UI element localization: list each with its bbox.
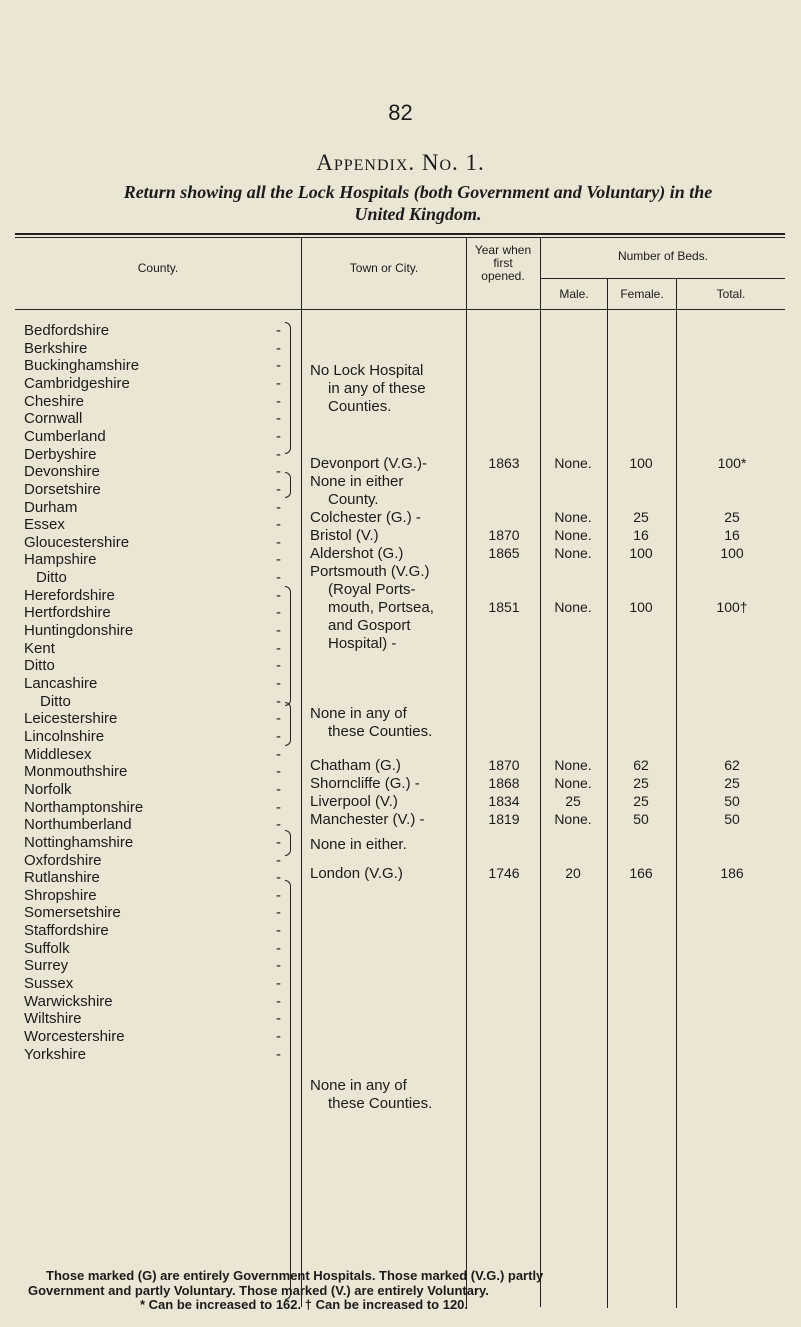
county-name: Huntingdonshire	[24, 622, 134, 640]
brace-hereford	[285, 702, 291, 746]
town-liverpool: Liverpool (V.)	[310, 793, 398, 810]
female-cell: 25	[633, 509, 649, 525]
town-none-group1-line2: in any of these	[328, 380, 426, 397]
table-title: Return showing all the Lock Hospitals (both Government and Voluntary) in the United Kingdom.	[123, 182, 713, 224]
county-name: Herefordshire	[24, 586, 115, 604]
county-name: Sussex	[24, 975, 74, 993]
brace-hampshire-ditto	[285, 586, 291, 706]
leader-dash: -	[276, 657, 281, 675]
leader-dash: -	[276, 922, 281, 940]
leader-dash: -	[276, 992, 281, 1010]
brace-leicester	[285, 830, 291, 856]
male-cell: 25	[565, 793, 581, 809]
leader-dash: -	[276, 886, 281, 904]
county-name: Oxfordshire	[24, 851, 102, 869]
county-name: Hertfordshire	[24, 604, 111, 622]
town-none-group2-line1: None in any of	[310, 705, 407, 722]
town-county-word: County.	[328, 491, 379, 508]
header-female: Female.	[620, 287, 664, 301]
year-cell: 1865	[488, 545, 520, 561]
footnote-3: * Can be increased to 162. † Can be increased to 120.	[140, 1297, 469, 1312]
leader-dash: -	[276, 322, 281, 339]
county-name: Northumberland	[24, 816, 132, 834]
leader-dash: -	[276, 692, 281, 710]
town-devonport: Devonport (V.G.)-	[310, 455, 427, 472]
county-name: Lincolnshire	[24, 727, 105, 745]
town-none-group2-line2: these Counties.	[328, 723, 433, 740]
county-name: Wiltshire	[24, 1010, 82, 1028]
leader-dash: -	[276, 622, 281, 640]
town-colchester: Colchester (G.) -	[310, 509, 421, 526]
header-total: Total.	[716, 287, 746, 301]
brace-group3	[285, 880, 291, 1300]
female-cell: 166	[629, 865, 653, 881]
male-cell: None.	[554, 545, 592, 561]
brace-group1	[285, 322, 291, 454]
county-name: Cambridgeshire	[24, 374, 130, 392]
leader-dash: -	[276, 445, 281, 463]
leader-dash: -	[276, 480, 281, 498]
total-cell: 25	[724, 509, 740, 525]
county-name: Devonshire	[24, 463, 100, 481]
year-cell: 1834	[488, 793, 520, 809]
county-name: Warwickshire	[24, 992, 113, 1010]
year-cell: 1868	[488, 775, 520, 791]
col-line-2	[466, 237, 467, 1307]
top-rule	[15, 233, 785, 235]
town-shorncliffe: Shorncliffe (G.) -	[310, 775, 420, 792]
top-rule-2	[15, 237, 785, 238]
male-cell: None.	[554, 509, 592, 525]
county-name: Cornwall	[24, 410, 83, 428]
leader-dash: -	[276, 639, 281, 657]
leader-dash: -	[276, 516, 281, 534]
male-cell: 20	[565, 865, 581, 881]
col-line-3	[540, 237, 541, 1307]
leader-dash: -	[276, 957, 281, 975]
header-beds: Number of Beds.	[617, 249, 709, 263]
town-aldershot: Aldershot (G.)	[310, 545, 404, 562]
leader-dash: -	[276, 816, 281, 834]
leader-dash: -	[276, 780, 281, 798]
col-line-1	[301, 237, 302, 1307]
leader-dash: -	[276, 357, 281, 375]
header-town: Town or City.	[349, 261, 419, 275]
town-london: London (V.G.)	[310, 865, 403, 882]
town-portsmouth-1: Portsmouth (V.G.)	[310, 563, 430, 580]
leader-dash: -	[276, 1010, 281, 1028]
leader-dash: -	[276, 551, 281, 569]
total-cell: 100	[720, 545, 744, 561]
leader-dash: -	[276, 975, 281, 993]
header-rule	[15, 309, 785, 310]
leader-dash: -	[276, 392, 281, 410]
leader-dash: -	[276, 763, 281, 781]
town-none-either-1: None in either	[310, 473, 404, 490]
county-name: Surrey	[24, 957, 69, 975]
leader-dash: -	[276, 710, 281, 728]
col-line-4	[607, 278, 608, 1308]
county-name: Durham	[24, 498, 78, 516]
beds-subrule	[540, 278, 785, 279]
county-name: Derbyshire	[24, 445, 97, 463]
county-name: Buckinghamshire	[24, 357, 140, 375]
leader-dash: -	[276, 904, 281, 922]
total-cell: 50	[724, 811, 740, 827]
male-cell: None.	[554, 455, 592, 471]
county-name: Northamptonshire	[24, 798, 144, 816]
header-year: Year when first opened.	[474, 243, 532, 283]
county-name: Norfolk	[24, 780, 72, 798]
leader-dash: -	[276, 339, 281, 357]
total-cell: 50	[724, 793, 740, 809]
leader-dash: -	[276, 586, 281, 604]
leader-dash: -	[276, 374, 281, 392]
male-cell: None.	[554, 811, 592, 827]
leader-dash: -	[276, 463, 281, 481]
appendix-heading: Appendix. No. 1.	[316, 150, 485, 175]
county-name: Staffordshire	[24, 922, 109, 940]
total-cell: 25	[724, 775, 740, 791]
header-male: Male.	[559, 287, 589, 301]
town-chatham: Chatham (G.)	[310, 757, 401, 774]
county-name: Rutlanshire	[24, 869, 100, 887]
footnote-1: Those marked (G) are entirely Government Hospitals. Those marked (V.G.) partly	[46, 1268, 544, 1283]
leader-dash: -	[276, 851, 281, 869]
county-name: Shropshire	[24, 886, 97, 904]
town-portsmouth-5: Hospital) -	[328, 635, 397, 652]
col-line-5	[676, 278, 677, 1308]
leader-dash: -	[276, 1028, 281, 1045]
county-name: Leicestershire	[24, 710, 118, 728]
male-cell: None.	[554, 775, 592, 791]
county-name: Dorsetshire	[24, 480, 101, 498]
female-cell: 25	[633, 775, 649, 791]
year-cell: 1746	[488, 865, 520, 881]
male-cell: None.	[554, 527, 592, 543]
town-none-either-2: None in either.	[310, 836, 407, 853]
female-cell: 100	[629, 455, 653, 471]
year-cell: 1851	[488, 599, 520, 615]
county-name: Bedfordshire	[24, 322, 110, 339]
total-cell: 100*	[717, 455, 747, 471]
footnote-2: Government and partly Voluntary. Those marked (V.) are entirely Voluntary.	[28, 1283, 489, 1298]
town-none-group3-line1: None in any of	[310, 1077, 407, 1094]
county-name: Yorkshire	[24, 1045, 86, 1063]
leader-dash: -	[276, 798, 281, 816]
header-county: County.	[137, 261, 179, 275]
total-cell: 100†	[716, 599, 748, 615]
year-cell: 1870	[488, 527, 520, 543]
female-cell: 100	[629, 545, 653, 561]
leader-dash: -	[276, 410, 281, 428]
county-name: Ditto	[40, 692, 71, 710]
town-none-group1-line1: No Lock Hospital	[310, 362, 424, 379]
year-cell: 1819	[488, 811, 520, 827]
male-cell: None.	[554, 599, 592, 615]
county-name: Cumberland	[24, 427, 106, 445]
county-name: Kent	[24, 639, 55, 657]
female-cell: 16	[633, 527, 649, 543]
town-portsmouth-2: (Royal Ports-	[328, 581, 416, 598]
leader-dash: -	[276, 869, 281, 887]
county-name: Hampshire	[24, 551, 97, 569]
town-portsmouth-3: mouth, Portsea,	[328, 599, 434, 616]
county-name: Gloucestershire	[24, 533, 130, 551]
leader-dash: -	[276, 727, 281, 745]
total-cell: 186	[720, 865, 744, 881]
county-name: Cheshire	[24, 392, 85, 410]
total-cell: 62	[724, 757, 740, 773]
county-name: Ditto	[24, 657, 55, 675]
town-none-group3-line2: these Counties.	[328, 1095, 433, 1112]
leader-dash: -	[276, 939, 281, 957]
county-name: Essex	[24, 516, 65, 534]
year-cell: 1863	[488, 455, 520, 471]
county-name: Suffolk	[24, 939, 70, 957]
county-name: Nottinghamshire	[24, 833, 134, 851]
county-name: Lancashire	[24, 675, 98, 692]
male-cell: None.	[554, 757, 592, 773]
total-cell: 16	[724, 527, 740, 543]
brace-dorset-durham	[285, 472, 291, 498]
leader-dash: -	[276, 427, 281, 445]
leader-dash: -	[276, 833, 281, 851]
leader-dash: -	[276, 569, 281, 587]
year-cell: 1870	[488, 757, 520, 773]
female-cell: 25	[633, 793, 649, 809]
county-name: Ditto	[36, 569, 67, 587]
county-name: Worcestershire	[24, 1028, 125, 1045]
female-cell: 50	[633, 811, 649, 827]
county-name: Monmouthshire	[24, 763, 128, 781]
leader-dash: -	[276, 604, 281, 622]
county-name: Somersetshire	[24, 904, 121, 922]
county-name: Middlesex	[24, 745, 92, 763]
leader-dash: -	[276, 675, 281, 692]
female-cell: 62	[633, 757, 649, 773]
town-portsmouth-4: and Gosport	[328, 617, 411, 634]
leader-dash: -	[276, 745, 281, 763]
female-cell: 100	[629, 599, 653, 615]
leader-dash: -	[276, 1045, 281, 1063]
town-none-group1-line3: Counties.	[328, 398, 392, 415]
town-manchester: Manchester (V.) -	[310, 811, 425, 828]
leader-dash: -	[276, 533, 281, 551]
page-number: 82	[388, 100, 413, 125]
town-bristol: Bristol (V.)	[310, 527, 379, 544]
leader-dash: -	[276, 498, 281, 516]
county-name: Berkshire	[24, 339, 88, 357]
